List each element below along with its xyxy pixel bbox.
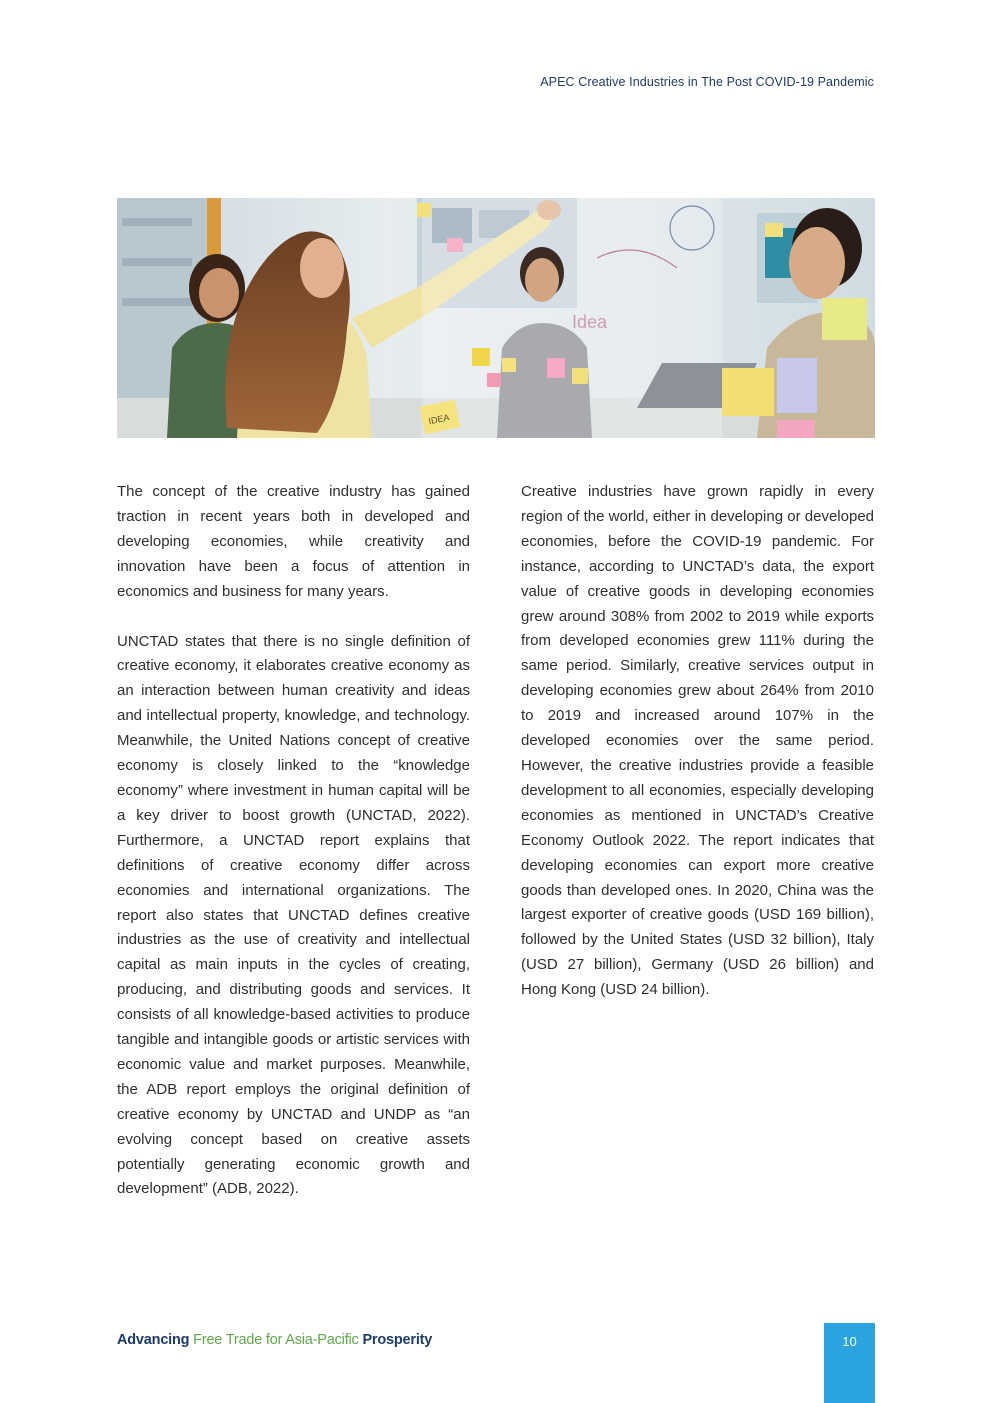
sticky-note-idea-label: IDEA bbox=[427, 412, 451, 427]
paragraph: UNCTAD states that there is no single definition of creative economy, it elaborates creative economy as an interaction between human creativity and ideas and intellectual property, knowledge, and technology. Meanwhile, the United Nations concept of creative economy is closely linked to the “knowledge economy” where investment in human capital will be a key driver to boost growth (UNCTAD, 2022). Furthermore, a UNCTAD report explains that definitions of creative economy differ across economies and international organizations. The report also states that UNCTAD defines creative industries as the use of creativity and intellectual capital as main inputs in the cycles of creating, producing, and distributing goods and services. It consists of all knowledge-based activities to produce tangible and intangible goods or artistic services with economic value and market purposes. Meanwhile, the ADB report employs the original definition of creative economy by UNCTAD and UNDP as “an evolving concept based on creative assets potentially generating economic growth and development” (ADB, 2022). bbox=[117, 632, 470, 1198]
right-text-column bbox=[521, 480, 874, 1028]
paragraph: Creative industries have grown rapidly in every region of the world, either in developing or developed economies, before the COVID-19 pandemic. For instance, according to UNCTAD’s data, the export value of creative goods in developing economies grew around 308% from 2002 to 2019 while exports from developed economies grew 111% during the same period. Similarly, creative services output in developing economies grew about 264% from 2010 to 2019 and increased around 107% in the developed economies over the same period. However, the creative industries provide a feasible development to all economies, especially developing economies as mentioned in UNCTAD’s Creative Economy Outlook 2022. The report indicates that developing economies can export more creative goods than developed ones. In 2020, China was the largest exporter of creative goods (USD 169 billion), followed by the United States (USD 32 billion), Italy (USD 27 billion), Germany (USD 26 billion) and Hong Kong (USD 24 billion). bbox=[521, 483, 874, 999]
page-number: 10 bbox=[842, 1334, 857, 1349]
page-number-tab bbox=[824, 1323, 875, 1403]
tagline-middle: Free Trade for Asia-Pacific bbox=[189, 1332, 363, 1348]
running-header: APEC Creative Industries in The Post COVID-19 Pandemic bbox=[540, 75, 874, 89]
left-text-column bbox=[117, 480, 470, 1227]
tagline-advancing: Advancing bbox=[117, 1332, 190, 1348]
paragraph: The concept of the creative industry has gained traction in recent years both in developed and developing economies, while creativity and innovation have been a focus of attention in economics and business for many years. bbox=[117, 483, 470, 600]
tagline-prosperity: Prosperity bbox=[362, 1332, 433, 1348]
footer-tagline bbox=[117, 1332, 432, 1348]
whiteboard-idea-label: Idea bbox=[572, 312, 608, 332]
office-brainstorm-photo bbox=[117, 198, 875, 438]
